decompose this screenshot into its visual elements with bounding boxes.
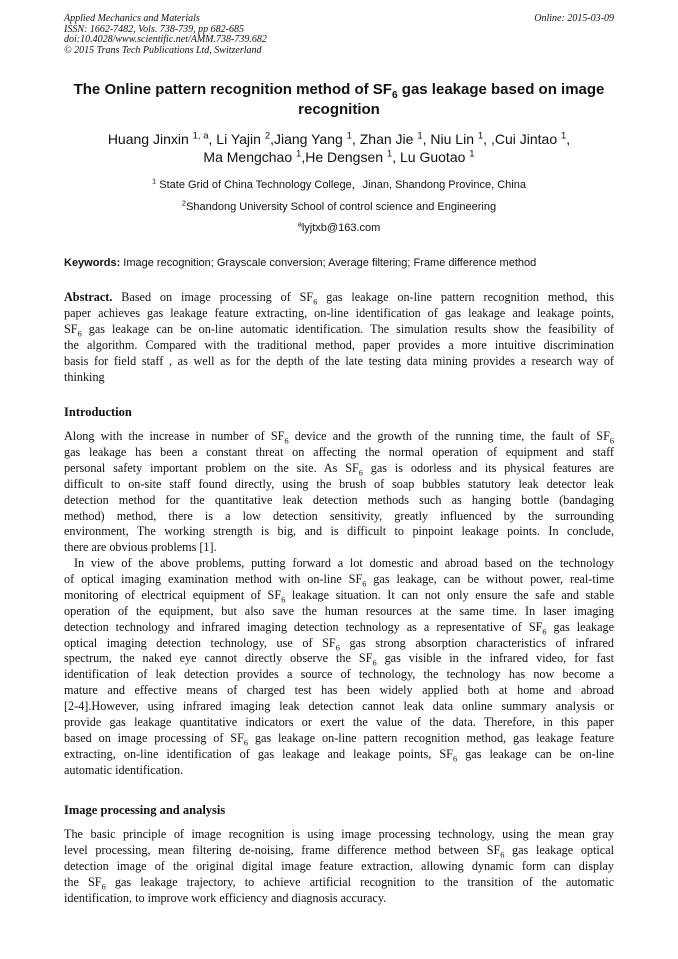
author: Jiang Yang $^1$, bbox=[274, 130, 360, 147]
abstract-line: paper achieves gas leakage feature extracting, on-line identification of gas leakage and leakage points, bbox=[64, 305, 614, 320]
journal-header bbox=[64, 14, 614, 56]
author-email: $^a$lyjtxb@163.com bbox=[297, 219, 381, 234]
paragraph-line: Along with the increase in number of $SF_6$ device and the growth of the running time, the fault of $SF_6$ bbox=[64, 429, 614, 446]
author: Ma Mengchao $^1$, bbox=[203, 148, 306, 165]
copyright-line: © 2015 Trans Tech Publications Ltd, Switzerland bbox=[64, 44, 262, 56]
image-processing-paragraph bbox=[64, 827, 614, 907]
paragraph-line: difficult to on-site staff found directly, using the brush of soap bubbles statutory leak detector leak bbox=[64, 476, 614, 491]
keywords bbox=[64, 256, 614, 270]
paragraph-line: of optical imaging examination method with on-line $SF_6$ gas leakage, can be without power, real-time bbox=[64, 571, 614, 589]
paragraph-line: method) method, there is a low detection sensitivity, greatly influenced by the surrounding bbox=[64, 508, 614, 523]
intro-paragraph-1 bbox=[64, 429, 614, 556]
affiliation-1: $^1$ State Grid of China Technology College，Jinan, Shandong Province, China bbox=[152, 176, 526, 191]
abstract bbox=[64, 290, 614, 385]
issn-line: ISSN: 1662-7482, Vols. 738-739, pp 682-685 bbox=[64, 23, 244, 35]
author: He Dengsen $^1$, bbox=[305, 148, 400, 165]
author: Cui Jintao $^1$, bbox=[494, 130, 571, 147]
affiliation-2: $^2$Shandong University School of control science and Engineering bbox=[181, 198, 497, 213]
paragraph-line: personal safety important problem on the site. As $SF_6$ gas is odorless and its physical features are bbox=[64, 460, 614, 478]
paragraph-line: spectrum, the naked eye cannot directly observe the $SF_6$ gas visible in the infrared video, for fast bbox=[64, 651, 614, 668]
author-list bbox=[64, 130, 614, 166]
keywords-text: Image recognition; Grayscale conversion; Average filtering; Frame difference method bbox=[120, 257, 537, 269]
section-heading-introduction: Introduction bbox=[64, 405, 132, 419]
paper-title: The Online pattern recognition method of $SF_6$ gas leakage based on image recognition bbox=[73, 81, 605, 118]
paragraph-line: environment, The working strength is big, and is difficult to pinpoint leakage points. In conclude, bbox=[64, 524, 614, 539]
paragraph-line: detection technology and infrared imaging detection technology as a representative of $SF_6$ gas leakage bbox=[64, 619, 614, 637]
paragraph-line: operation of the equipment, but also save the human resources at the same time. In laser imaging bbox=[64, 603, 614, 618]
paragraph-line: optical imaging detection technology, use of $SF_6$ gas strong absorption characteristics of infrared bbox=[64, 635, 614, 652]
paragraph-line: gas leakage has been a constant threat on affecting the normal operation of equipment and staff bbox=[64, 444, 614, 459]
paragraph-line: monitoring of electrical equipment of $SF_6$ leakage situation. It can not only ensure the safe and stable bbox=[64, 587, 614, 605]
paragraph-line: [2-4].However, using infrared imaging leak detection cannot leak data online summary analysis or bbox=[64, 699, 614, 714]
paragraph-line: extracting, on-line identification of gas leakage and leakage points, $SF_6$ gas leakage can be on-line bbox=[64, 746, 614, 764]
author: Huang Jinxin $^{1, a}$, bbox=[107, 130, 217, 147]
author: Zhan Jie $^1$, bbox=[359, 130, 431, 147]
paragraph-line: mature and effective means of charged test has been widely applied both at home and abroad bbox=[64, 683, 614, 698]
author: Niu Lin $^1$, , bbox=[430, 130, 495, 147]
abstract-line: basis for field staff , as well as for the depth of the late testing data mining provides a research way of bbox=[64, 353, 614, 368]
abstract-line: thinking bbox=[64, 369, 105, 384]
abstract-line: the algorithm. Compared with the traditional method, paper provides a more intuitive discrimination bbox=[64, 337, 614, 352]
paragraph-line: based on image processing of $SF_6$ gas leakage on-line pattern recognition method, gas leakage feature bbox=[64, 730, 614, 748]
abstract-line: $SF_6$ gas leakage can be on-line automatic identification. The simulation results show the feasibility of bbox=[64, 321, 614, 339]
paragraph-line: detection method for the quantitative leak detection methods such as hanging bottle (bandaging bbox=[64, 492, 614, 507]
abstract-line: Abstract. Based on image processing of $SF_6$ gas leakage on-line pattern recognition method, this bbox=[64, 290, 614, 307]
abstract-label: Abstract. bbox=[64, 290, 113, 304]
paragraph-line: In view of the above problems, putting forward a lot domestic and abroad based on the technology bbox=[74, 556, 614, 570]
paragraph-line: identification, to improve work efficiency and diagnosis accuracy. bbox=[64, 890, 387, 905]
paragraph-line: the $SF_6$ gas leakage trajectory, to achieve artificial recognition to the transition of the automatic bbox=[64, 874, 614, 892]
paragraph-line: detection image of the original digital image feature extraction, allowing dynamic form can display bbox=[64, 858, 614, 873]
section-heading-image-processing: Image processing and analysis bbox=[64, 803, 226, 817]
paragraph-line: automatic identification. bbox=[64, 762, 184, 777]
online-date: Online: 2015-03-09 bbox=[534, 13, 614, 24]
doi-line: doi:10.4028/www.scientific.net/AMM.738-739.682 bbox=[64, 34, 267, 45]
paragraph-line: The basic principle of image recognition is using image processing technology, using the mean gray bbox=[64, 827, 614, 841]
publication-info bbox=[64, 14, 614, 56]
journal-name: Applied Mechanics and Materials bbox=[64, 13, 200, 24]
author: Li Yajin $^2$, bbox=[216, 130, 274, 147]
keywords-label: Keywords: bbox=[64, 257, 121, 269]
paragraph-line: provide gas leakage quantitative indicators or exert the value of the data. Therefore, in this paper bbox=[64, 715, 614, 730]
paragraph-line: identification of leak detection provides a source of technology, the technology has now become a bbox=[64, 667, 614, 682]
paragraph-line: there are obvious problems [1]. bbox=[64, 540, 217, 555]
paragraph-line: level processing, mean filtering de-noising, frame difference method between $SF_6$ gas leakage optical bbox=[64, 842, 614, 860]
intro-paragraph-2 bbox=[64, 556, 614, 779]
author: Lu Guotao $^1$ bbox=[400, 148, 475, 165]
